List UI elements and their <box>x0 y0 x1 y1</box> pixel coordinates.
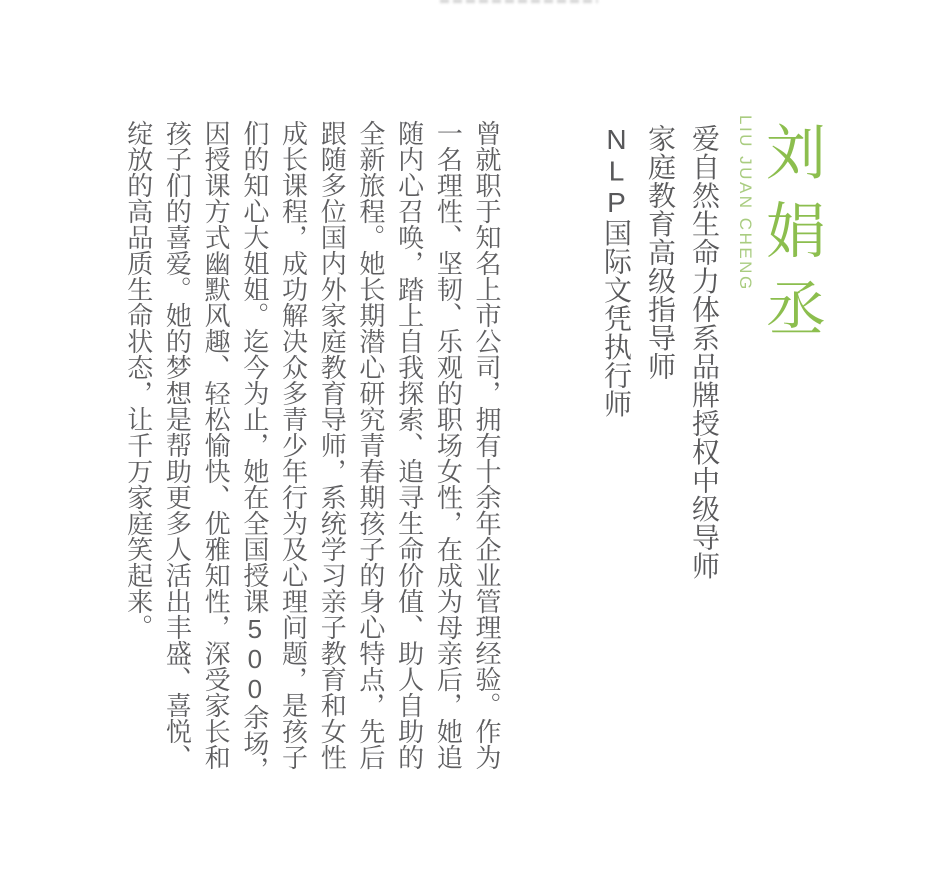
bio-column: 绽放的高品质生命状态，让千万家庭笑起来。 <box>123 120 154 640</box>
credential-item: NLP国际文凭执行师 <box>601 124 632 418</box>
bio-text <box>119 120 506 782</box>
credential-item: 家庭教育高级指导师 <box>645 124 676 381</box>
top-edge-artifact <box>440 0 598 3</box>
bio-column: 一名理性、坚韧、乐观的职场女性，在成为母亲后，她追 <box>433 120 464 770</box>
credential-item: 爱自然生命力体系品牌授权中级导师 <box>689 124 720 580</box>
bio-column: 成长课程，成功解决众多青少年行为及心理问题，是孩子 <box>278 120 309 770</box>
bio-column: 全新旅程。她长期潜心研究青春期孩子的身心特点，先后 <box>355 120 386 770</box>
profile-name-romanized: LIU JUAN CHENG <box>736 115 755 292</box>
bio-column: 因授课方式幽默风趣、轻松愉快、优雅知性，深受家长和 <box>201 120 232 770</box>
credentials-list <box>594 124 726 604</box>
bio-column: 随内心召唤，踏上自我探索、追寻生命价值、助人自助的 <box>394 120 425 770</box>
bio-column: 孩子们的喜爱。她的梦想是帮助更多人活出丰盛、喜悦、 <box>162 120 193 770</box>
bio-column: 跟随多位国内外家庭教育导师，系统学习亲子教育和女性 <box>317 120 348 770</box>
bio-column: 曾就职于知名上市公司，拥有十余年企业管理经验。作为 <box>472 120 503 770</box>
profile-name: 刘娟丞 <box>758 121 824 355</box>
bio-column: 们的知心大姐姐。迄今为止，她在全国授课500余场， <box>239 120 270 782</box>
